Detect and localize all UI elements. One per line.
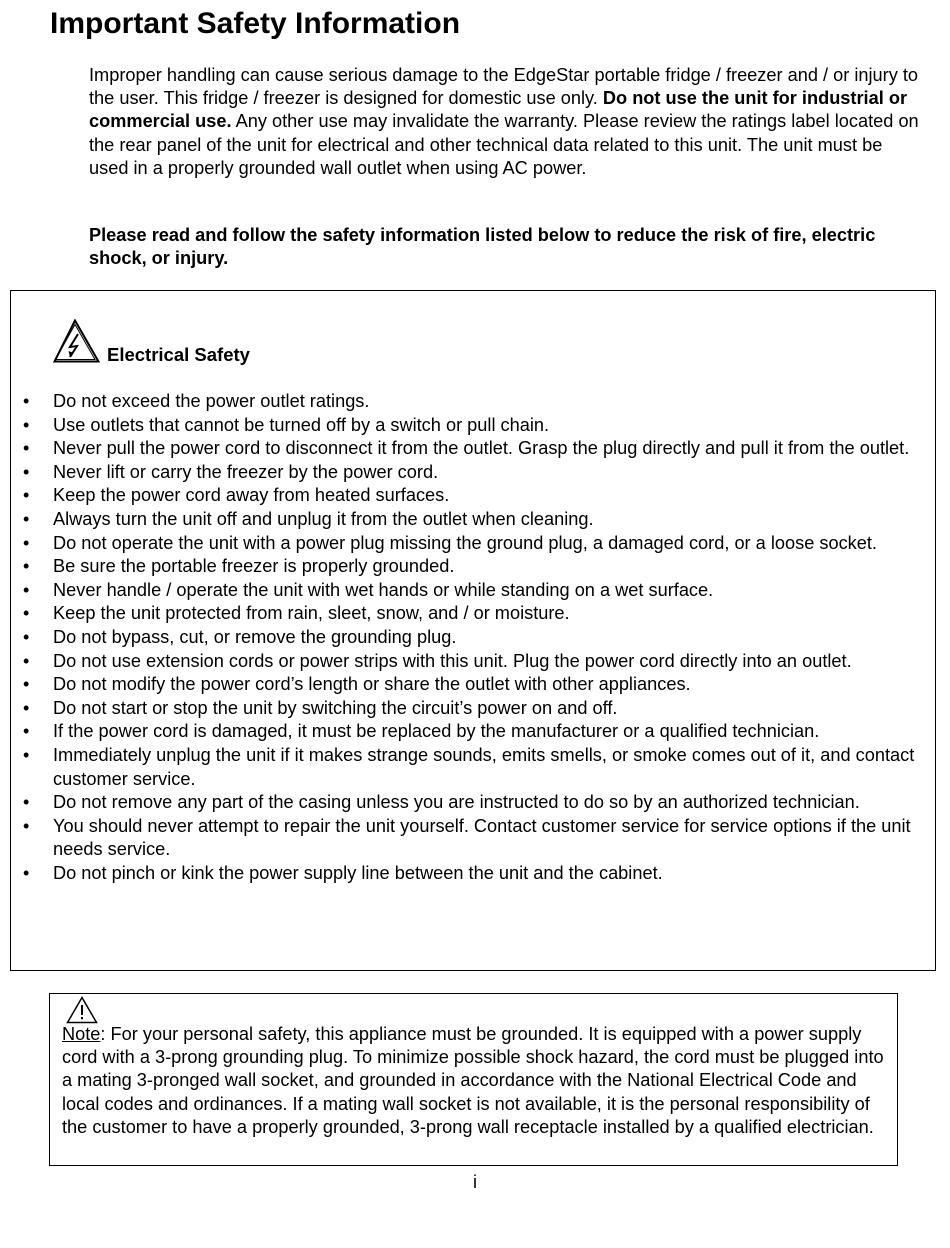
list-item: • Do not start or stop the unit by switching the circuit’s power on and off. — [23, 697, 928, 721]
electrical-safety-list — [23, 390, 928, 885]
page-title: Important Safety Information — [50, 7, 461, 40]
intro-emphasis: Please read and follow the safety information listed below to reduce the risk of fire, electric shock, or injury. — [89, 225, 876, 269]
list-item: • Always turn the unit off and unplug it from the outlet when cleaning. — [23, 508, 928, 532]
list-item: • If the power cord is damaged, it must be replaced by the manufacturer or a qualified technician. — [23, 720, 928, 744]
list-item: • Do not operate the unit with a power plug missing the ground plug, a damaged cord, or a loose socket. — [23, 532, 928, 556]
intro-text-start: Improper handling can cause serious damage to the EdgeStar portable fridge / freezer and / or injury to the user. This fridge / freezer is designed for domestic use only. — [89, 65, 919, 109]
list-item: • Do not bypass, cut, or remove the grounding plug. — [23, 626, 928, 650]
list-item: • Keep the power cord away from heated surfaces. — [23, 484, 928, 508]
caution-icon — [66, 996, 98, 1024]
list-item: • Be sure the portable freezer is properly grounded. — [23, 555, 928, 579]
list-item: • Do not remove any part of the casing unless you are instructed to do so by an authorized technician. — [23, 791, 928, 815]
note-label: Note — [62, 1024, 101, 1044]
note-box — [49, 993, 898, 1166]
list-item: • Do not pinch or kink the power supply line between the unit and the cabinet. — [23, 862, 928, 886]
list-item: • Use outlets that cannot be turned off by a switch or pull chain. — [23, 414, 928, 438]
high-voltage-warning-icon — [53, 319, 101, 363]
page-number: i — [473, 1172, 477, 1192]
list-item: • Do not exceed the power outlet ratings. — [23, 390, 928, 414]
note-text — [62, 1023, 887, 1139]
list-item: • Never lift or carry the freezer by the power cord. — [23, 461, 928, 485]
list-item: • Keep the unit protected from rain, sleet, snow, and / or moisture. — [23, 602, 928, 626]
electrical-safety-title: Electrical Safety — [107, 344, 250, 365]
list-item: • You should never attempt to repair the unit yourself. Contact customer service for service options if the unit needs service. — [23, 815, 928, 862]
list-item: • Do not use extension cords or power strips with this unit. Plug the power cord directly into an outlet. — [23, 650, 928, 674]
list-item: • Do not modify the power cord’s length or share the outlet with other appliances. — [23, 673, 928, 697]
list-item: • Immediately unplug the unit if it makes strange sounds, emits smells, or smoke comes out of it, and contact customer service. — [23, 744, 928, 791]
intro-text-end: Any other use may invalidate the warranty. Please review the ratings label located on the rear panel of the unit for electrical and other technical data related to this unit. The unit must be used in a properly grounded wall outlet when using AC power. — [89, 111, 919, 178]
electrical-safety-box — [10, 290, 936, 971]
list-item: • Never handle / operate the unit with wet hands or while standing on a wet surface. — [23, 579, 928, 603]
note-body: : For your personal safety, this appliance must be grounded. It is equipped with a power supply cord with a 3-prong grounding plug. To minimize possible shock hazard, the cord must be plugged into a mating 3-pronged wall socket, and grounded in accordance with the National Electrical Code and local codes and ordinances. If a mating wall socket is not available, it is the personal responsibility of the customer to have a properly grounded, 3-prong wall receptacle installed by a qualified electrician. — [62, 1024, 884, 1137]
intro-paragraph — [89, 64, 919, 180]
intro-bold-warning: Do not use the unit for industrial or commercial use. — [89, 88, 908, 132]
list-item: • Never pull the power cord to disconnect it from the outlet. Grasp the plug directly and pull it from the outlet. — [23, 437, 928, 461]
electrical-safety-header — [53, 319, 453, 365]
